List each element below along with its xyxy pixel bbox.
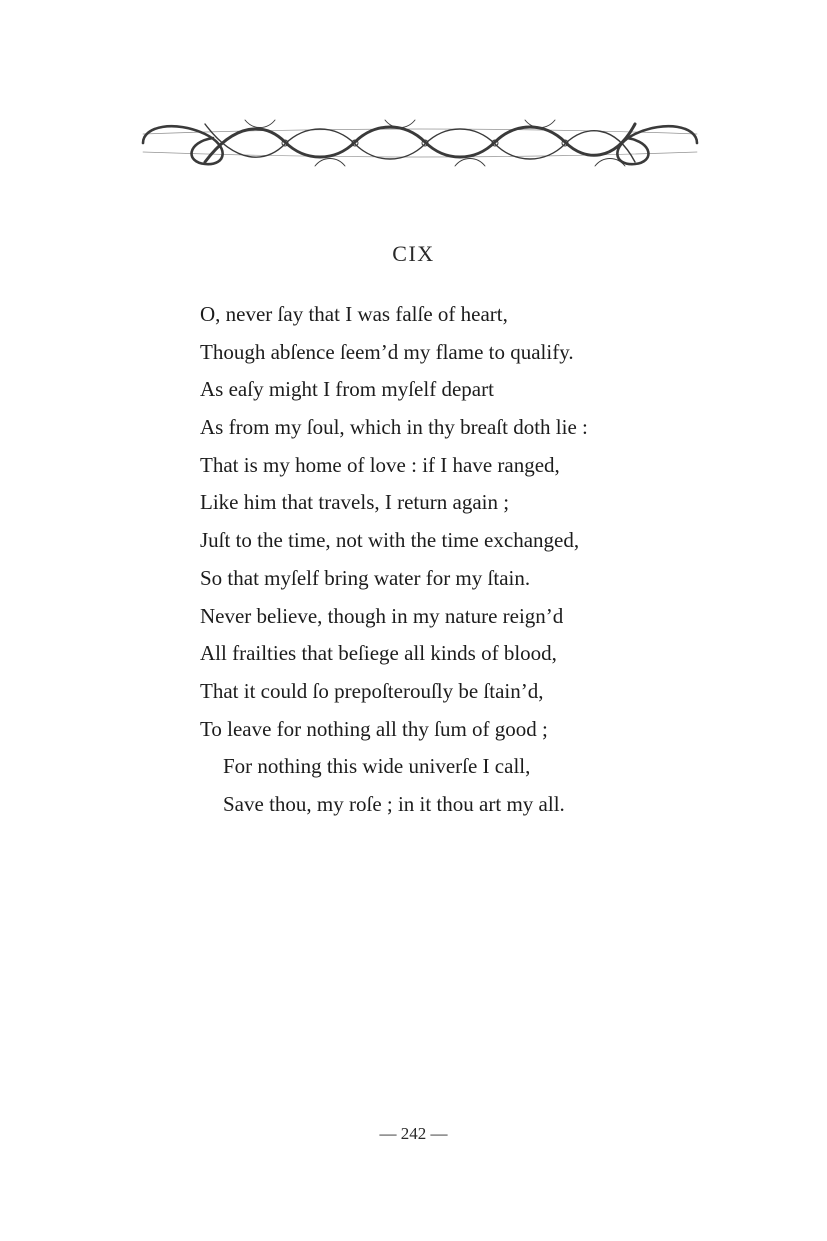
couplet-line: For nothing this wide univerſe I call, xyxy=(223,754,531,779)
poem-line: Like him that travels, I return again ; xyxy=(200,490,510,515)
poem-line: All frailties that beſiege all kinds of blood, xyxy=(200,641,557,666)
poem-body xyxy=(200,298,720,826)
poem-line: O, never ſay that I was falſe of heart, xyxy=(200,302,508,326)
poem-line: To leave for nothing all thy ſum of good ; xyxy=(200,716,548,741)
scrollwork-headpiece-icon xyxy=(135,112,705,174)
poem-line: Juſt to the time, not with the time exchanged, xyxy=(200,528,580,553)
poem-line: Never believe, though in my nature reign’d xyxy=(200,603,564,628)
poem-line: As from my ſoul, which in thy breaſt doth lie : xyxy=(200,415,588,440)
sonnet-number: CIX xyxy=(392,241,435,266)
poem-line: As eaſy might I from myſelf depart xyxy=(200,377,494,402)
couplet-line: Save thou, my roſe ; in it thou art my all. xyxy=(223,791,565,816)
poem-line: That is my home of love : if I have ranged, xyxy=(200,452,560,477)
page-number: — 242 — xyxy=(379,1124,448,1143)
poem-line: That it could ſo prepoſterouſly be ſtain’d, xyxy=(200,678,544,703)
poem-line: Though abſence ſeem’d my flame to qualify. xyxy=(200,339,574,364)
poem-line: So that myſelf bring water for my ſtain. xyxy=(200,565,531,590)
